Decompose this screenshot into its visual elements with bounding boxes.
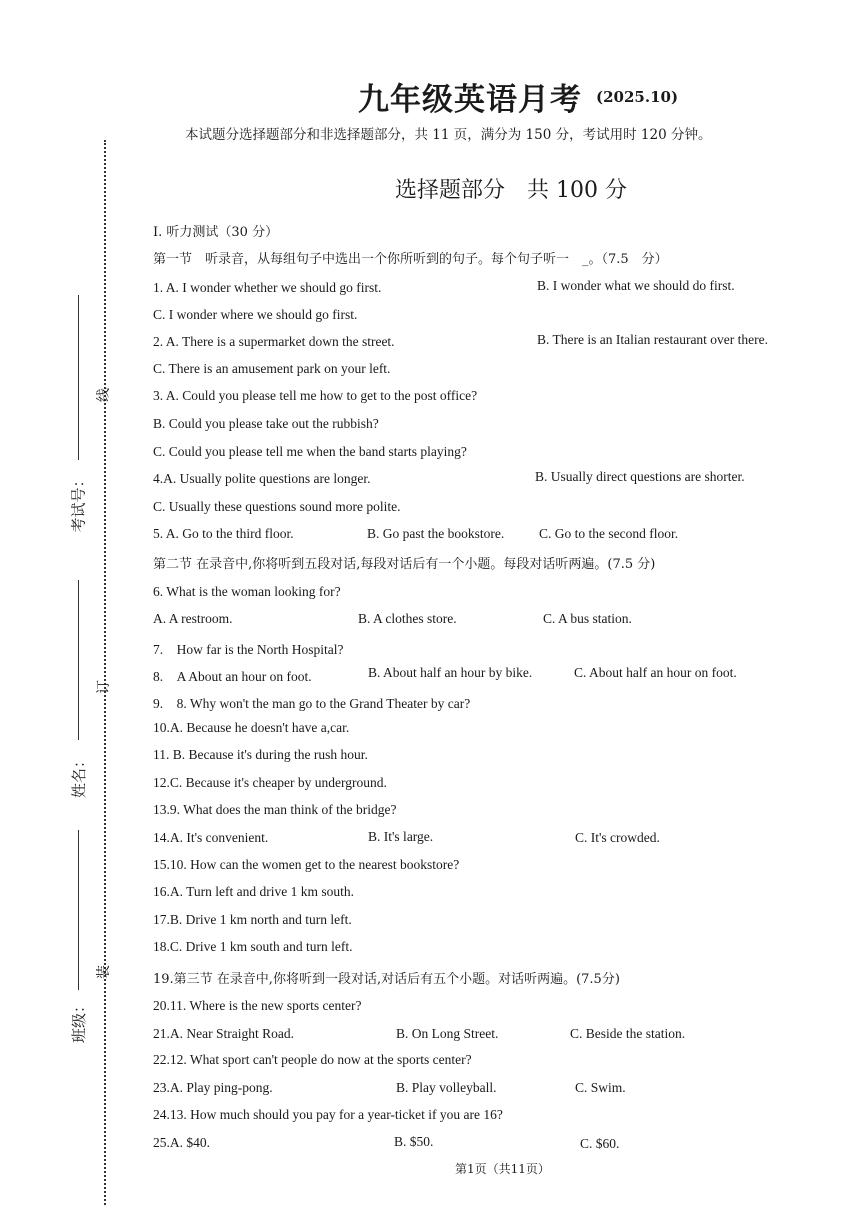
question-line: 7. How far is the North Hospital? — [153, 642, 344, 657]
option-line: C. Swim. — [575, 1080, 626, 1095]
option-line: C. It's crowded. — [575, 830, 660, 845]
option-line: 8. A About an hour on foot. — [153, 669, 312, 684]
question-line: 5. A. Go to the third floor. — [153, 526, 294, 541]
margin-mark-zhuang: 装 — [96, 965, 112, 979]
question-line: 2. A. There is a supermarket down the street. — [153, 334, 395, 349]
question-line: 9. 8. Why won't the man go to the Grand Theater by car? — [153, 696, 471, 711]
option-line: C. Could you please tell me when the band starts playing? — [153, 444, 467, 459]
section-heading: 选择题部分 共 100 分 — [395, 178, 627, 203]
exam-number-blank — [78, 295, 79, 460]
question-line: 1. A. I wonder whether we should go first. — [153, 280, 382, 295]
name-label: 姓名： — [70, 752, 89, 799]
option-line: B. Play volleyball. — [396, 1080, 497, 1095]
section-instruction: 第二节 在录音中,你将听到五段对话,每段对话后有一个小题。每段对话听两遍。(7.5 分) — [153, 557, 656, 572]
option-line: C. A bus station. — [543, 611, 632, 626]
option-line: 23.A. Play ping-pong. — [153, 1080, 273, 1095]
option-line: 18.C. Drive 1 km south and turn left. — [153, 939, 353, 954]
class-blank — [78, 830, 79, 990]
question-line: 3. A. Could you please tell me how to get to the post office? — [153, 388, 478, 403]
section-instruction: 19.第三节 在录音中,你将听到一段对话,对话后有五个小题。对话听两遍。(7.5分) — [153, 972, 620, 987]
page-footer: 第1页（共11页） — [455, 1162, 550, 1176]
option-line: 14.A. It's convenient. — [153, 830, 269, 845]
question-line: 13.9. What does the man think of the bridge? — [153, 802, 397, 817]
question-line: 22.12. What sport can't people do now at the sports center? — [153, 1052, 472, 1067]
option-line: C. Go to the second floor. — [539, 526, 679, 541]
option-line: 11. B. Because it's during the rush hour. — [153, 747, 368, 762]
exam-number-label: 考试号： — [69, 472, 88, 533]
option-line: 16.A. Turn left and drive 1 km south. — [153, 884, 354, 899]
option-line: B. It's large. — [368, 829, 434, 844]
option-line: C. $60. — [580, 1136, 620, 1151]
margin-mark-ding: 订 — [96, 680, 112, 694]
part-heading: I. 听力测试（30 分） — [153, 225, 279, 240]
question-line: 4.A. Usually polite questions are longer. — [153, 471, 371, 486]
option-line: C. Usually these questions sound more polite. — [153, 499, 401, 514]
question-line: 24.13. How much should you pay for a year-ticket if you are 16? — [153, 1107, 503, 1122]
option-line: 10.A. Because he doesn't have a,car. — [153, 720, 350, 735]
option-line: C. Beside the station. — [570, 1026, 686, 1041]
option-line: B. A clothes store. — [358, 611, 457, 626]
option-line: B. About half an hour by bike. — [368, 665, 533, 680]
section-instruction: 第一节 听录音，从每组句子中选出一个你所听到的句子。每个句子听一 _。（7.5 分） — [153, 252, 668, 267]
option-line: B. I wonder what we should do first. — [537, 278, 735, 293]
option-line: B. Usually direct questions are shorter. — [535, 469, 745, 484]
question-line: 6. What is the woman looking for? — [153, 584, 341, 599]
option-line: B. Go past the bookstore. — [367, 526, 505, 541]
margin-mark-xian: 线 — [96, 388, 112, 402]
option-line: B. There is an Italian restaurant over there. — [537, 332, 769, 347]
option-line: B. Could you please take out the rubbish? — [153, 416, 379, 431]
option-line: C. About half an hour on foot. — [574, 665, 737, 680]
option-line: 25.A. $40. — [153, 1135, 210, 1150]
question-line: 15.10. How can the women get to the nearest bookstore? — [153, 857, 460, 872]
option-line: B. On Long Street. — [396, 1026, 499, 1041]
option-line: 17.B. Drive 1 km north and turn left. — [153, 912, 352, 927]
question-line: 20.11. Where is the new sports center? — [153, 998, 362, 1013]
option-line: B. $50. — [394, 1134, 434, 1149]
exam-date: (2025.10) — [596, 88, 679, 106]
option-line: A. A restroom. — [153, 611, 233, 626]
page-title: 九年级英语月考 — [358, 82, 582, 118]
exam-instructions: 本试题分选择题部分和非选择题部分，共 11 页，满分为 150 分，考试用时 120 分钟。 — [185, 127, 712, 143]
option-line: 21.A. Near Straight Road. — [153, 1026, 294, 1041]
option-line: C. I wonder where we should go first. — [153, 307, 358, 322]
binding-dotted-line — [104, 140, 106, 1205]
name-blank — [78, 580, 79, 740]
class-label: 班级： — [70, 997, 89, 1044]
option-line: C. There is an amusement park on your left. — [153, 361, 391, 376]
option-line: 12.C. Because it's cheaper by underground. — [153, 775, 387, 790]
